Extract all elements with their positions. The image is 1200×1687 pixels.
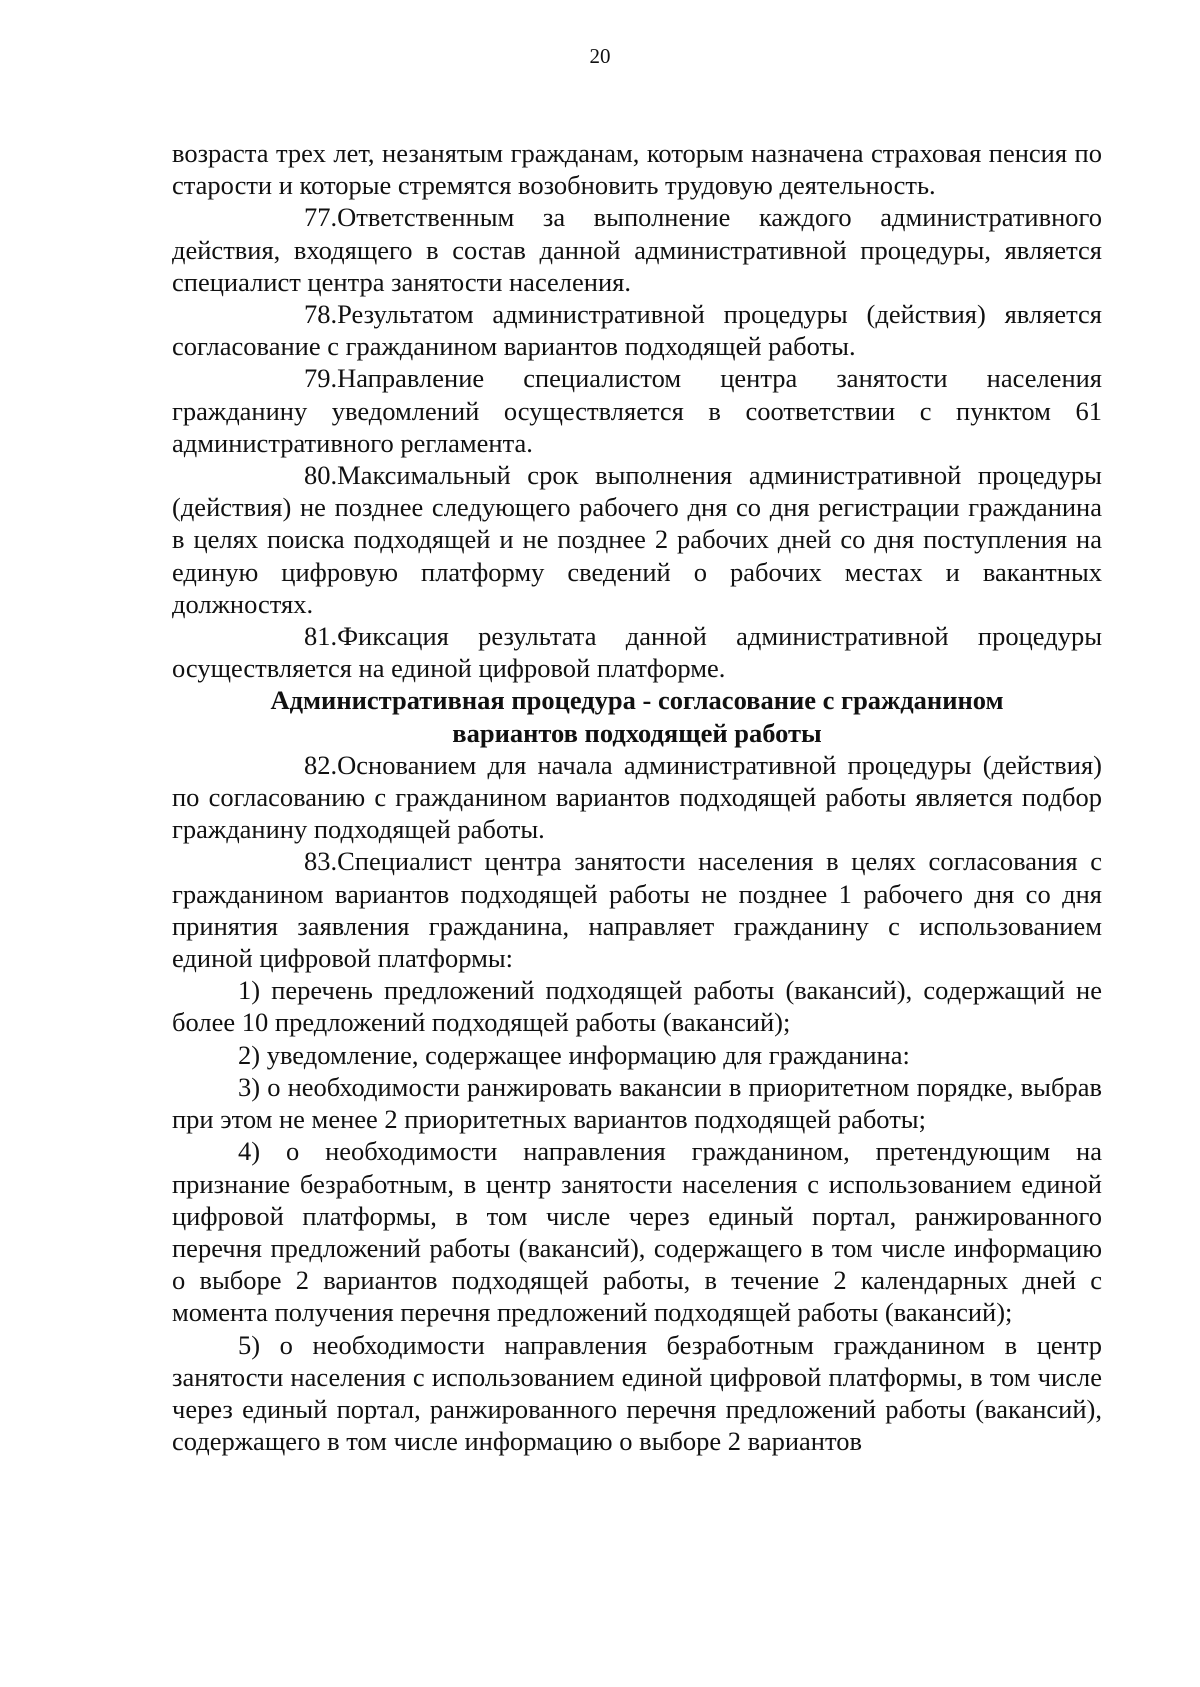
paragraph-number: 80. <box>304 460 338 491</box>
paragraph-text: Максимальный срок выполнения административной процедуры (действия) не позднее следующего рабочего дня со дня регистрации гражданина в целях поиска подходящей и не позднее 2 рабочих дней со дня поступления на единую цифровую платформу сведений о рабочих местах и вакантных должностях. <box>172 460 1102 619</box>
paragraph-text: Ответственным за выполнение каждого административного действия, входящего в состав данной административной процедуры, является специалист центра занятости населения. <box>172 202 1102 297</box>
paragraph <box>172 298 1102 362</box>
paragraph-number: 78. <box>304 299 338 330</box>
section-heading-line-2: вариантов подходящей работы <box>452 717 822 748</box>
paragraph <box>172 362 1102 459</box>
paragraph <box>172 201 1102 298</box>
paragraph-text: Направление специалистом центра занятости населения гражданину уведомлений осуществляется в соответствии с пунктом 61 административного регламента. <box>172 363 1102 458</box>
paragraph <box>172 749 1102 846</box>
paragraphs-before-heading <box>172 137 1102 684</box>
paragraph-text: Основанием для начала административной процедуры (действия) по согласованию с гражданином вариантов подходящей работы является подбор гражданину подходящей работы. <box>172 749 1102 845</box>
paragraph <box>172 1135 1102 1328</box>
paragraph <box>172 1329 1102 1458</box>
paragraph <box>172 137 1102 201</box>
paragraph <box>172 1071 1102 1135</box>
paragraph-text: Фиксация результата данной административной процедуры осуществляется на единой цифровой платформе. <box>172 621 1102 684</box>
paragraph-number: 81. <box>304 621 338 652</box>
paragraph-text: 3) о необходимости ранжировать вакансии в приоритетном порядке, выбрав при этом не менее 2 приоритетных вариантов подходящей работы; <box>172 1071 1102 1135</box>
document-body <box>172 137 1102 1457</box>
paragraphs-after-heading <box>172 749 1102 1457</box>
paragraph-text: Результатом административной процедуры (действия) является согласование с гражданином вариантов подходящей работы. <box>172 299 1102 362</box>
section-heading-line-1: Административная процедура - согласование с гражданином <box>270 685 1004 716</box>
section-heading <box>172 684 1102 748</box>
paragraph-text: 2) уведомление, содержащее информацию для гражданина: <box>238 1039 910 1070</box>
paragraph-number: 83. <box>304 846 338 877</box>
paragraph-text: 1) перечень предложений подходящей работы (вакансий), содержащий не более 10 предложений подходящей работы (вакансий); <box>172 975 1102 1038</box>
paragraph <box>172 1039 1102 1071</box>
paragraph-text: Специалист центра занятости населения в целях согласования с гражданином вариантов подходящей работы не позднее 1 рабочего дня со дня принятия заявления гражданина, направляет гражданину с использованием единой цифровой платформы: <box>172 846 1102 974</box>
paragraph-number: 82. <box>304 749 338 780</box>
paragraph-number: 79. <box>304 363 338 394</box>
paragraph <box>172 974 1102 1038</box>
paragraph-text: 5) о необходимости направления безработным гражданином в центр занятости населения с использованием единой цифровой платформы, в том числе через единый портал, ранжированного перечня предложений работы (вакансий), содержащего в том числе информацию о выборе 2 вариантов <box>172 1329 1102 1457</box>
page-number: 20 <box>589 44 611 68</box>
paragraph-text: 4) о необходимости направления гражданином, претендующим на признание безработным, в центр занятости населения с использованием единой цифровой платформы, в том числе через единый портал, ранжированного перечня предложений работы (вакансий), содержащего в том числе информацию о выборе 2 вариантов подходящей работы, в течение 2 календарных дней с момента получения перечня предложений подходящей работы (вакансий); <box>172 1136 1102 1328</box>
paragraph <box>172 459 1102 620</box>
paragraph <box>172 845 1102 974</box>
paragraph <box>172 620 1102 684</box>
paragraph-number: 77. <box>304 202 338 233</box>
paragraph-text: возраста трех лет, незанятым гражданам, которым назначена страховая пенсия по старости и которые стремятся возобновить трудовую деятельность. <box>172 138 1102 201</box>
